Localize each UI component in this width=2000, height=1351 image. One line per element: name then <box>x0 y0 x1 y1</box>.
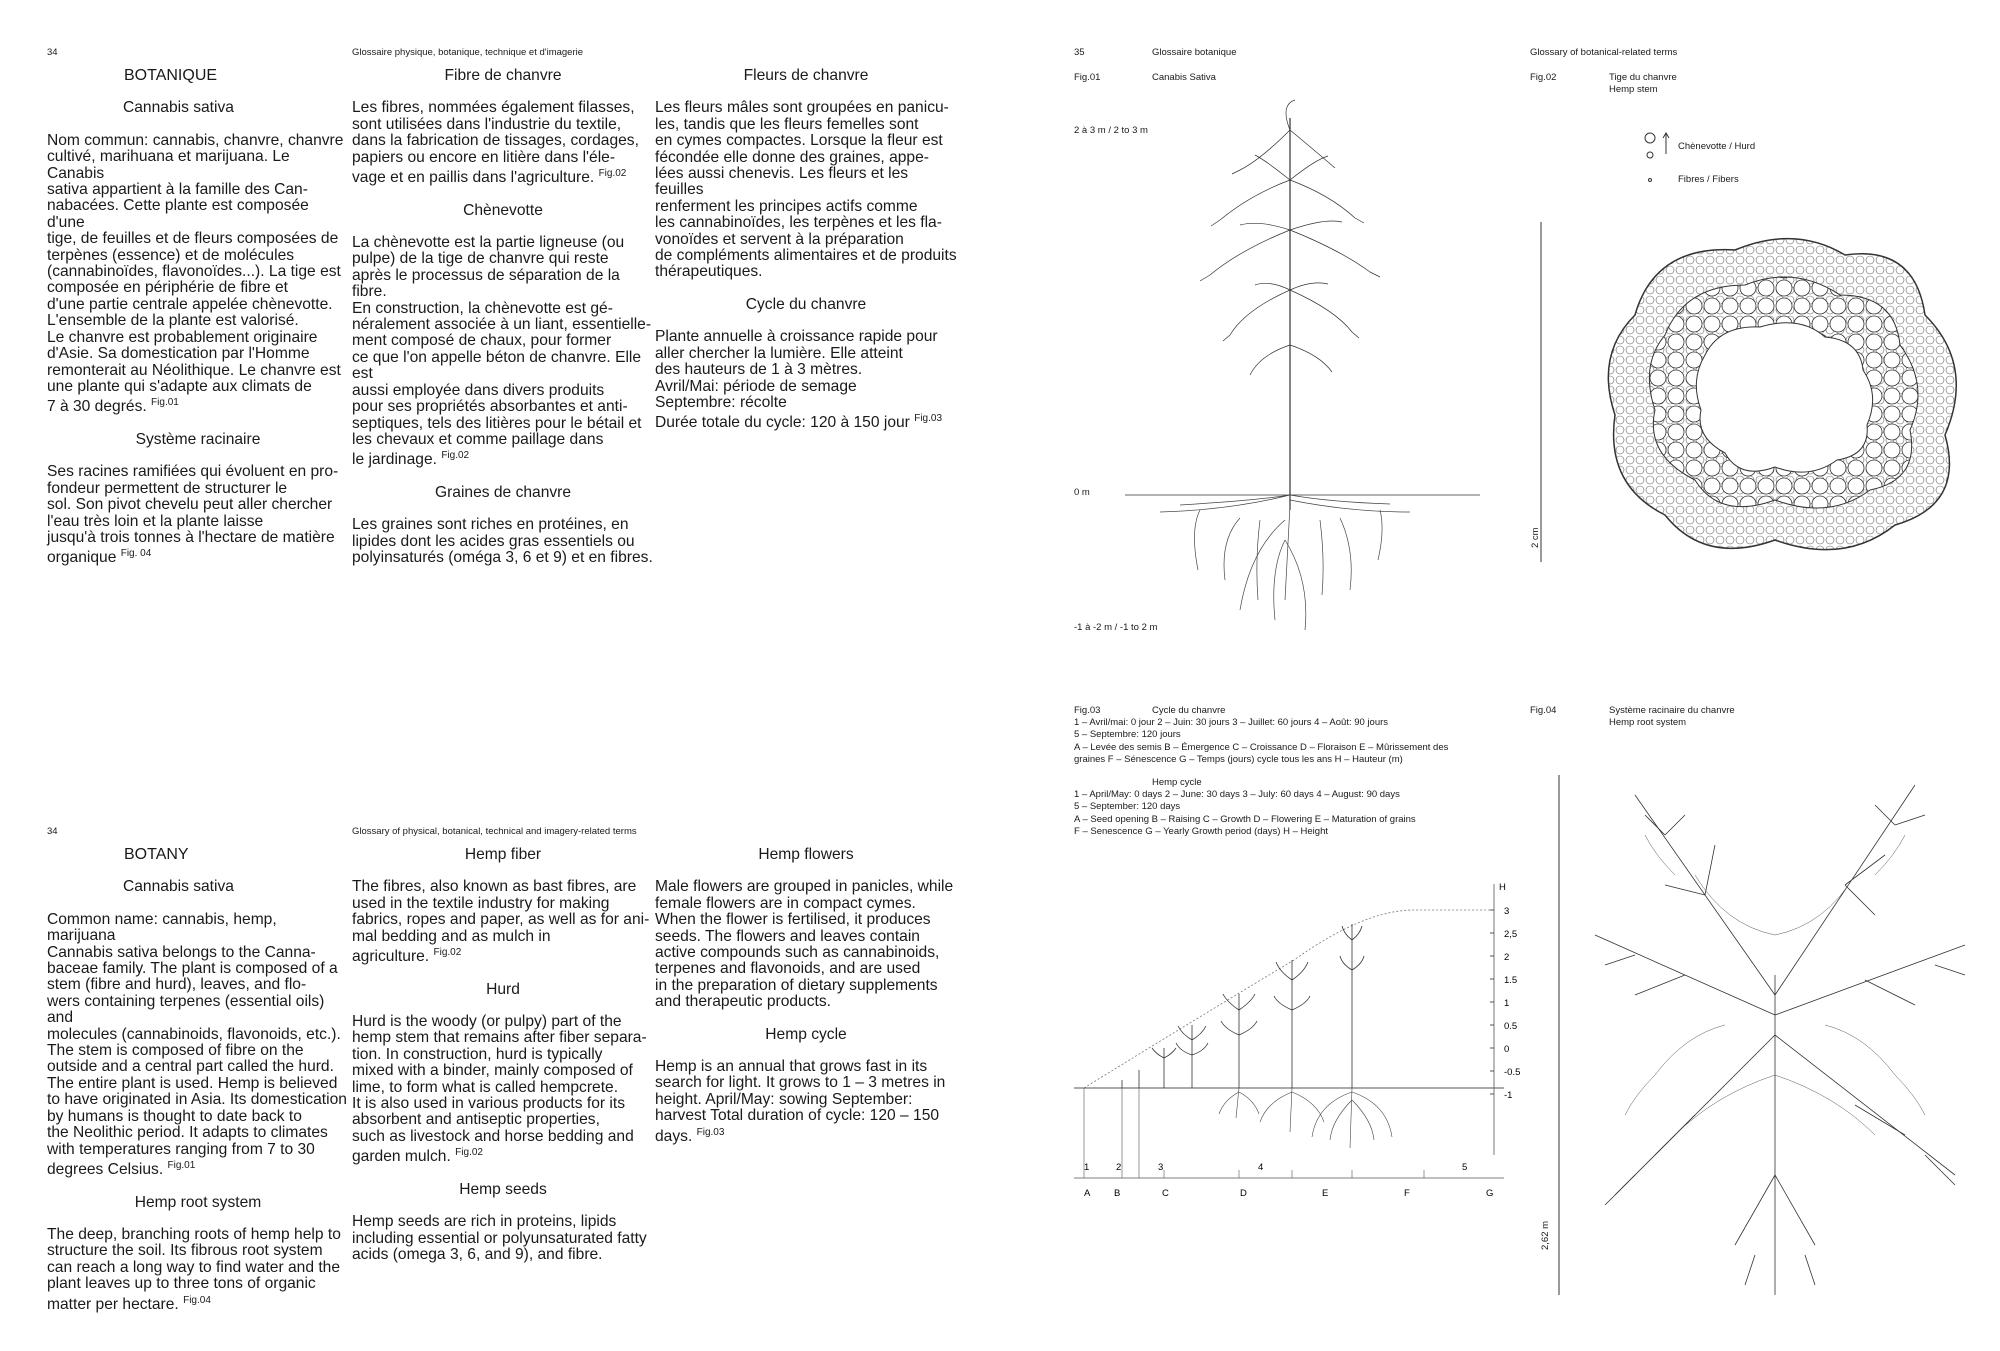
paragraph-root-system-fr: Ses racines ramifiées qui évoluent en pro- fondeur permettent de structurer le sol. Son pivot chevelu peut aller chercher l'eau très loin et la plante laisse jusqu'à trois tonnes à l'hectare de matière organique $^{Fig. 04}$ <box>47 463 339 567</box>
fig03-roots <box>1219 1088 1392 1148</box>
fig03-stage-number: 3 <box>1158 1162 1164 1173</box>
fig03-plants <box>1122 924 1364 1088</box>
paragraph-cannabis-sativa-fr: Nom commun: cannabis, chanvre, chanvre cultivé, marihuana et marijuana. Le Canabis sativa appartient à la famille des Can- nabacées. Cette plante est composée d'une tige, de feuilles et de fleurs composées de terpènes (essence) et de molécules (cannabinoïdes, flavonoïdes...). La tige est composée en périphérie de fibre et d'une partie centrale appelée chènevotte. L'ensemble de la plante est valorisé. Le chanvre est probablement originaire d'Asie. Sa domestication par l'Homme remonterait au Néolithique. Le chanvre est une plante qui s'adapte aux climats de 7 à 30 degrés. $^{Fig.01}$ <box>47 131 344 416</box>
fig03-phase-letter: C <box>1162 1188 1169 1199</box>
fig03-stage-number: 2 <box>1116 1162 1122 1173</box>
fig01-plant-illustration <box>1080 100 1480 660</box>
column-en-1 <box>47 847 349 1329</box>
paragraph-cannabis-sativa-en: Common name: cannabis, hemp, marijuana Cannabis sativa belongs to the Canna- baceae family. The plant is composed of a stem (fibre and hurd), leaves, and flo- wers containing terpenes (essential oils) and molecules (cannabinoids, flavonoids, etc.). The stem is composed of fibre on the outside and a central part called the hurd. The entire plant is used. Hemp is believed to have originated in Asia. Its domestication by humans is thought to date back to the Neolithic period. It adapts to climates with temperatures ranging from 7 to 30 degrees Celsius. $^{Fig.01}$ <box>47 910 347 1179</box>
fig03-title-en: Hemp cycle <box>1152 777 1202 788</box>
paragraph-hemp-cycle-fr: Plante annuelle à croissance rapide pour aller chercher la lumière. Elle atteint des hauteurs de 1 à 3 mètres. Avril/Mai: période de semage Septembre: récolte Durée totale du cycle: 120 à 150 jour $^{Fig.03}$ <box>655 328 943 432</box>
column-fr-3 <box>655 68 957 448</box>
fig04-title: Système racinaire du chanvre Hemp root system <box>1609 705 1735 728</box>
plant-roots <box>1160 495 1410 630</box>
fig03-y-tick-label: 1.5 <box>1504 975 1518 986</box>
fig01-title: Canabis Sativa <box>1152 72 1216 83</box>
fig03-phase-letter: A <box>1084 1188 1091 1199</box>
fig03-y-tick-label: 0.5 <box>1504 1021 1518 1032</box>
fig03-caption-en: 1 – April/May: 0 days 2 – June: 30 days 3 – July: 60 days 4 – August: 90 days 5 – September: 120 days A – Seed opening B – Raising C – Growth D – Flowering E – Maturation of grains F – Senescence G – Yearly Growth period (days) H – Height <box>1074 789 1416 838</box>
column-en-2 <box>352 847 654 1280</box>
fig01-number: Fig.01 <box>1074 72 1101 83</box>
fig03-number: Fig.03 <box>1074 705 1101 716</box>
heading-cannabis-sativa-fr: Cannabis sativa <box>123 99 234 117</box>
heading-hemp-fiber-fr: Fibre de chanvre <box>444 67 562 84</box>
heading-root-system-en: Hemp root system <box>134 1193 262 1211</box>
fig03-y-tick-label: -0.5 <box>1504 1067 1521 1078</box>
column-fr-2 <box>352 68 654 583</box>
fig01-label-top: 2 à 3 m / 2 to 3 m <box>1074 125 1148 136</box>
paragraph-hemp-seeds-fr: Les graines sont riches en protéines, en lipides dont les acides gras essentiels ou polyinsaturés (oméga 3, 6 et 9) et en fibres. <box>352 516 653 567</box>
fig01-label-zero: 0 m <box>1074 487 1090 498</box>
page-number-right: 35 <box>1074 47 1085 58</box>
fig02-legend-fibers: Fibres / Fibers <box>1678 174 1739 185</box>
paragraph-hemp-cycle-en: Hemp is an annual that grows fast in its search for light. It grows to 1 – 3 metres in height. April/May: sowing September: harvest Total duration of cycle: 120 – 150 days. $^{Fig.03}$ <box>655 1058 946 1145</box>
section-title-fr: BOTANIQUE <box>124 67 218 84</box>
heading-hemp-flowers-fr: Fleurs de chanvre <box>743 67 869 84</box>
stem-hollow-core <box>1696 323 1872 472</box>
heading-hemp-seeds-en: Hemp seeds <box>459 1180 547 1198</box>
heading-hemp-flowers-en: Hemp flowers <box>758 846 854 863</box>
heading-hurd-fr: Chènevotte <box>463 201 543 219</box>
running-head-en: Glossary of physical, botanical, technical and imagery-related terms <box>352 826 637 837</box>
paragraph-hemp-flowers-en: Male flowers are grouped in panicles, while female flowers are in compact cymes. When the flower is fertilised, it produces seeds. The flowers and leaves contain active compounds such as cannabinoids, terpenes and flavonoids, and are used in the preparation of dietary supplements and therapeutic products. <box>655 878 954 1011</box>
heading-root-system-fr: Système racinaire <box>135 430 261 448</box>
fig03-y-tick-label: 1 <box>1504 998 1510 1009</box>
section-title-en: BOTANY <box>124 846 189 863</box>
heading-hemp-cycle-en: Hemp cycle <box>765 1025 847 1043</box>
fig03-y-tick-label: 2,5 <box>1504 929 1518 940</box>
column-fr-1 <box>47 68 349 583</box>
paragraph-root-system-en: The deep, branching roots of hemp help to structure the soil. Its fibrous root system can reach a long way to find water and the plant leaves up to three tons of organic matter per hectare. $^{Fig.04}$ <box>47 1225 341 1313</box>
fig02-scale-label: 2 cm <box>1530 527 1541 548</box>
fig03-phase-letter: B <box>1114 1188 1121 1199</box>
fig03-y-tick-label: 3 <box>1504 906 1510 917</box>
paragraph-hemp-fiber-fr: Les fibres, nommées également filasses, sont utilisées dans l'industrie du textile, dans la fabrication de tissages, cordages, papiers ou encore en litière dans l'éle- vage et en paillis dans l'agriculture. $^{Fig.02}$ <box>352 99 639 187</box>
fig03-growth-curve <box>1084 910 1494 1088</box>
fig02-legend-marks <box>1640 130 1680 190</box>
fig03-phase-letter: G <box>1486 1188 1494 1199</box>
fig04-root-system <box>1575 775 1975 1295</box>
paragraph-hemp-fiber-en: The fibres, also known as bast fibres, are used in the textile industry for making fabrics, ropes and paper, as well as for ani- mal bedding and as mulch in agriculture. $^{Fig.02}$ <box>352 878 650 966</box>
fig01-label-bottom: -1 à -2 m / -1 to 2 m <box>1074 622 1158 633</box>
fig03-stage-number: 5 <box>1462 1162 1468 1173</box>
fig04-scale-bar <box>1558 775 1562 1295</box>
heading-hemp-fiber-en: Hemp fiber <box>464 846 542 863</box>
column-en-3 <box>655 847 957 1161</box>
fig02-number: Fig.02 <box>1530 72 1557 83</box>
page-number-en: 34 <box>47 826 58 837</box>
fig03-stage-number: 4 <box>1258 1162 1264 1173</box>
fig04-scale-label: 2,62 m <box>1540 1220 1551 1250</box>
paragraph-hurd-fr: La chènevotte est la partie ligneuse (ou pulpe) de la tige de chanvre qui reste après le processus de séparation de la fibre. En construction, la chènevotte est gé- néralement associée à un liant, essentielle- ment composé de chaux, pour former ce que l'on appelle béton de chanvre. Elle est aussi employée dans divers produits pour ses propriétés absorbantes et anti- septiques, tels des litières pour le bétail et les chevaux et comme paillage dans le jardinage. $^{Fig.02}$ <box>352 234 652 469</box>
paragraph-hemp-seeds-en: Hemp seeds are rich in proteins, lipids including essential or polyunsaturated fatty acids (omega 3, 6, and 9), and fibre. <box>352 1213 647 1264</box>
page-number-fr: 34 <box>47 47 58 58</box>
paragraph-hemp-flowers-fr: Les fleurs mâles sont groupées en panicu- les, tandis que les fleurs femelles sont en cymes compactes. Lorsque la fleur est fécondée elle donne des graines, appe- lées aussi chenevis. Les fleurs et les feuilles renferment les principes actifs comme les cannabinoïdes, les terpènes et les fla- vonoïdes et servent à la préparation de compléments alimentaires et de produits thérapeutiques. <box>655 99 957 281</box>
running-head-fr: Glossaire physique, botanique, technique et d'imagerie <box>352 47 584 58</box>
fig03-growth-chart <box>1074 870 1534 1200</box>
fig03-phase-letter: F <box>1404 1188 1410 1199</box>
fig03-phase-letter: D <box>1240 1188 1247 1199</box>
heading-hemp-cycle-fr: Cycle du chanvre <box>745 295 867 313</box>
fig02-scale-bar <box>1540 222 1544 562</box>
heading-cannabis-sativa-en: Cannabis sativa <box>123 878 234 896</box>
fig03-caption-fr: 1 – Avril/mai: 0 jour 2 – Juin: 30 jours 3 – Juillet: 60 jours 4 – Août: 90 jours 5 – Septembre: 120 jours A – Levée des semis B – Émergence C – Croissance D – Floraison E – Mûrissement des graines F – Sénescence G – Temps (jours) cycle tous les ans H – Hauteur (m) <box>1074 717 1449 766</box>
heading-hemp-seeds-fr: Graines de chanvre <box>434 483 572 501</box>
fig03-title: Cycle du chanvre <box>1152 705 1226 716</box>
fig03-y-tick-label: 2 <box>1504 952 1510 963</box>
heading-hurd-en: Hurd <box>486 980 520 998</box>
fig03-y-tick-label: 0 <box>1504 1044 1510 1055</box>
paragraph-hurd-en: Hurd is the woody (or pulpy) part of the hemp stem that remains after fiber separa- tion. In construction, hurd is typically mixed with a binder, mainly composed of lime, to form what is called hempcrete. It is also used in various products for its absorbent and antiseptic properties, such as livestock and horse bedding and garden mulch. $^{Fig.02}$ <box>352 1013 647 1166</box>
fig02-legend-hurd: Chènevotte / Hurd <box>1678 141 1756 152</box>
fig02-stem-cross-section <box>1595 225 1975 565</box>
fig03-y-tick-label: -1 <box>1504 1090 1513 1101</box>
fig04-number: Fig.04 <box>1530 705 1557 716</box>
fig03-phase-letter: E <box>1322 1188 1329 1199</box>
running-head-right-fr: Glossaire botanique <box>1152 47 1237 58</box>
fig03-axis-h-label: H <box>1499 882 1506 893</box>
fig03-stage-number: 1 <box>1084 1162 1090 1173</box>
fig02-title: Tige du chanvre Hemp stem <box>1609 72 1677 95</box>
running-head-right-en: Glossary of botanical-related terms <box>1530 47 1678 58</box>
